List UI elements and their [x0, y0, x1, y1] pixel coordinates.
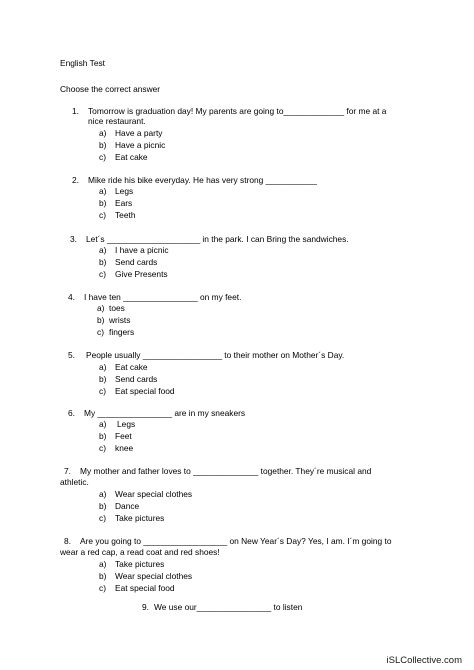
question-number: 8. — [64, 536, 71, 546]
option-letter: a) — [99, 489, 107, 499]
option-letter: a) — [99, 419, 107, 429]
question-text: My mother and father loves to ______________ together. They´re musical and — [80, 466, 372, 476]
question-text: Tomorrow is graduation day! My parents are going to_____________ for me at a — [88, 106, 387, 116]
option-letter: b) — [99, 140, 107, 150]
option-text: Eat special food — [115, 583, 175, 593]
option-letter: b) — [99, 374, 107, 384]
option-text: Wear special clothes — [115, 489, 193, 499]
question-text-continued: wear a red cap, a read coat and red shoes! — [60, 547, 220, 557]
question-text: People usually _________________ to their mother on Mother´s Day. — [86, 350, 345, 360]
option-text: Wear special clothes — [115, 571, 193, 581]
question-text: We use our________________ to listen — [154, 602, 303, 612]
option-letter: c) — [99, 210, 106, 220]
option-text: Take pictures — [115, 559, 165, 569]
option-text: Have a party — [115, 128, 163, 138]
option-letter: c) — [99, 269, 106, 279]
question-number: 7. — [64, 466, 71, 476]
option-letter: c) — [99, 386, 106, 396]
option-letter: c) — [97, 327, 104, 337]
option-text: Legs — [117, 419, 136, 429]
option-letter: b) — [99, 198, 107, 208]
question-text: Are you going to __________________ on New Year´s Day? Yes, I am. I´m going to — [80, 536, 392, 546]
option-text: I have a picnic — [115, 245, 169, 255]
question-number: 5. — [68, 350, 75, 360]
option-letter: b) — [97, 315, 105, 325]
question-text-continued: nice restaurant. — [88, 116, 146, 126]
option-text: Feet — [115, 431, 132, 441]
question-number: 2. — [72, 175, 79, 185]
question-number: 9. — [142, 602, 149, 612]
option-text: Give Presents — [115, 269, 168, 279]
question-text-continued: athletic. — [60, 477, 89, 487]
worksheet-title: English Test — [60, 58, 106, 68]
question-text: I have ten ________________ on my feet. — [84, 292, 242, 302]
option-letter: a) — [99, 128, 107, 138]
option-text: Dance — [115, 501, 140, 511]
option-text: Send cards — [115, 374, 158, 384]
option-text: Eat special food — [115, 386, 175, 396]
option-text: Eat cake — [115, 362, 148, 372]
option-text: toes — [109, 303, 125, 313]
option-letter: c) — [99, 152, 106, 162]
option-letter: a) — [99, 559, 107, 569]
option-letter: a) — [99, 245, 107, 255]
option-text: Teeth — [115, 210, 136, 220]
option-text: Have a picnic — [115, 140, 166, 150]
option-letter: c) — [99, 583, 106, 593]
option-text: knee — [115, 443, 134, 453]
option-letter: a) — [99, 186, 107, 196]
option-letter: b) — [99, 501, 107, 511]
option-text: Send cards — [115, 257, 158, 267]
option-text: fingers — [109, 327, 135, 337]
question-number: 6. — [68, 408, 75, 418]
question-text: Mike ride his bike everyday. He has very strong ___________ — [88, 175, 317, 185]
option-letter: c) — [99, 443, 106, 453]
option-letter: c) — [99, 513, 106, 523]
question-number: 1. — [72, 106, 79, 116]
option-text: Eat cake — [115, 152, 148, 162]
question-number: 3. — [70, 234, 77, 244]
instruction-text: Choose the correct answer — [60, 84, 161, 94]
option-letter: b) — [99, 431, 107, 441]
option-text: wrists — [109, 315, 131, 325]
option-letter: b) — [99, 257, 107, 267]
question-text: Let´s ____________________ in the park. I can Bring the sandwiches. — [86, 234, 349, 244]
watermark-logo: iSLCollective.com — [386, 655, 462, 666]
option-text: Legs — [115, 186, 134, 196]
option-letter: b) — [99, 571, 107, 581]
question-number: 4. — [68, 292, 75, 302]
question-text: My ________________ are in my sneakers — [84, 408, 246, 418]
option-letter: a) — [99, 362, 107, 372]
option-letter: a) — [97, 303, 105, 313]
option-text: Ears — [115, 198, 133, 208]
option-text: Take pictures — [115, 513, 165, 523]
